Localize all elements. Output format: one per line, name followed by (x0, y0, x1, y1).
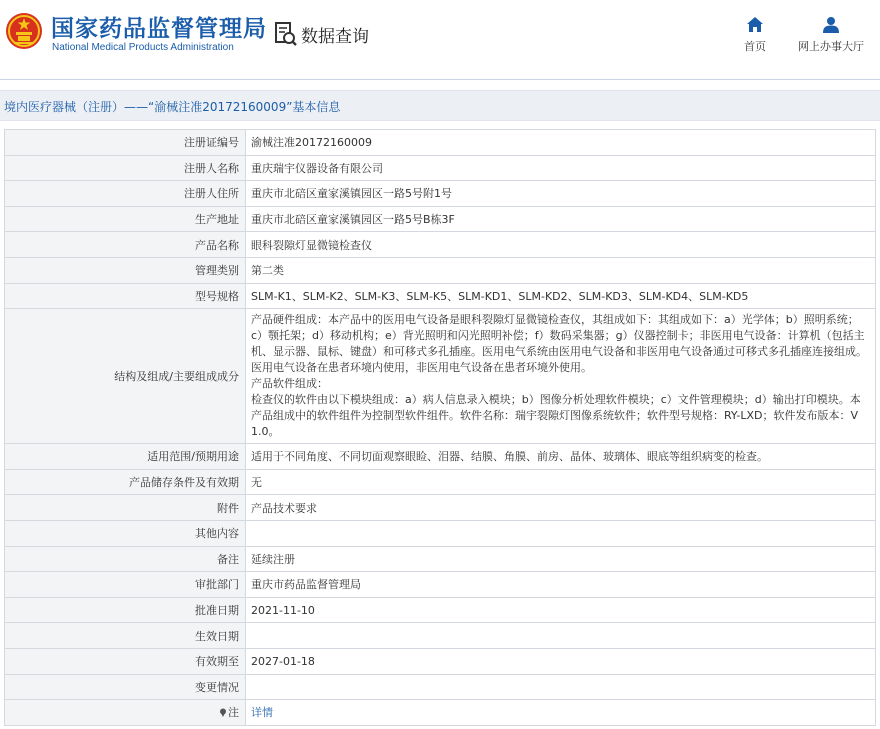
table-row (5, 283, 876, 309)
table-row (5, 155, 876, 181)
field-value: 无 (246, 469, 876, 495)
field-value: 渝械注准20172160009 (246, 130, 876, 156)
table-row (5, 597, 876, 623)
field-value: 重庆市北碚区童家溪镇园区一路5号B栋3F (246, 206, 876, 232)
table-row (5, 648, 876, 674)
field-label: 型号规格 (5, 283, 246, 309)
field-label: 注册人住所 (5, 181, 246, 207)
field-value (246, 674, 876, 700)
field-label: 审批部门 (5, 572, 246, 598)
breadcrumb (0, 90, 880, 121)
field-label-text: 注 (228, 706, 239, 720)
field-value (246, 309, 876, 444)
field-label: 备注 (5, 546, 246, 572)
field-value (246, 700, 876, 726)
table-row (5, 257, 876, 283)
field-value: SLM-K1、SLM-K2、SLM-K3、SLM-K5、SLM-KD1、SLM-KD2、SLM-KD3、SLM-KD4、SLM-KD5 (246, 283, 876, 309)
table-row (5, 546, 876, 572)
field-label: 产品储存条件及有效期 (5, 469, 246, 495)
nav-home-label: 首页 (744, 40, 766, 53)
nav-home[interactable] (740, 16, 770, 54)
site-header (0, 0, 880, 80)
field-label: 管理类别 (5, 257, 246, 283)
table-row (5, 469, 876, 495)
field-value (246, 520, 876, 546)
document-search-icon (274, 21, 298, 47)
field-label: 产品名称 (5, 232, 246, 258)
pin-icon (219, 708, 227, 717)
field-label: 变更情况 (5, 674, 246, 700)
nav-online-service-hall[interactable] (793, 16, 869, 54)
field-label: 注册证编号 (5, 130, 246, 156)
table-row (5, 232, 876, 258)
field-label: 注册人名称 (5, 155, 246, 181)
registration-info-table (4, 129, 876, 726)
home-icon (746, 16, 764, 34)
field-value: 重庆市药品监督管理局 (246, 572, 876, 598)
field-value: 眼科裂隙灯显微镜检查仪 (246, 232, 876, 258)
field-label: 批准日期 (5, 597, 246, 623)
table-row (5, 495, 876, 521)
table-row (5, 572, 876, 598)
site-subtitle: National Medical Products Administration (52, 42, 234, 53)
field-value: 第二类 (246, 257, 876, 283)
composition-paragraph: 检查仪的软件由以下模块组成：a）病人信息录入模块；b）图像分析处理软件模块；c）文件管理模块；d）输出打印模块。本产品组成中的软件组件为控制型软件组件。软件名称：瑞宇裂隙灯图像系统软件；软件型号规格：RY-LXD；软件发布版本：V 1.0。 (251, 393, 861, 439)
table-row (5, 130, 876, 156)
table-row (5, 520, 876, 546)
nav-online-service-hall-label: 网上办事大厅 (798, 40, 864, 53)
data-query-link[interactable] (274, 20, 369, 48)
field-label: 生产地址 (5, 206, 246, 232)
field-value: 产品技术要求 (246, 495, 876, 521)
composition-paragraph: 产品硬件组成：本产品中的医用电气设备是眼科裂隙灯显微镜检查仪，其组成如下：其组成如下：a）光学体；b）照明系统；c）颚托架；d）移动机构；e）背光照明和闪光照明补偿；f）数码采集器；g）仪器控制卡；非医用电气设备：计算机（包括主机、显示器、鼠标、键盘）和可移式多孔插座。医用电气系统由医用电气设备和非医用电气设备通过可移式多孔插座连接组成。医用电气设备在患者环境内使用，非医用电气设备在患者环境外使用。 (251, 313, 867, 375)
breadcrumb-text: 境内医疗器械（注册）——“渝械注准20172160009”基本信息 (4, 100, 341, 114)
table-row (5, 206, 876, 232)
field-value: 2027-01-18 (246, 648, 876, 674)
table-row (5, 623, 876, 649)
field-value: 2021-11-10 (246, 597, 876, 623)
table-row (5, 674, 876, 700)
field-label (5, 700, 246, 726)
field-label: 结构及组成/主要组成成分 (5, 309, 246, 444)
national-emblem-icon (5, 11, 43, 51)
field-label: 其他内容 (5, 520, 246, 546)
data-query-label: 数据查询 (301, 26, 369, 47)
composition-paragraph: 产品软件组成： (251, 377, 328, 391)
field-label: 生效日期 (5, 623, 246, 649)
field-value: 适用于不同角度、不同切面观察眼睑、泪器、结膜、角膜、前房、晶体、玻璃体、眼底等组织病变的检查。 (246, 444, 876, 470)
field-value: 延续注册 (246, 546, 876, 572)
field-label: 适用范围/预期用途 (5, 444, 246, 470)
field-value (246, 623, 876, 649)
site-title: 国家药品监督管理局 (51, 16, 267, 42)
table-row (5, 444, 876, 470)
table-row (5, 700, 876, 726)
table-row (5, 181, 876, 207)
field-value: 重庆市北碚区童家溪镇园区一路5号附1号 (246, 181, 876, 207)
header-divider (0, 79, 880, 80)
table-row (5, 309, 876, 444)
field-label: 有效期至 (5, 648, 246, 674)
details-link[interactable]: 详情 (251, 706, 273, 720)
user-icon (822, 16, 840, 34)
field-value: 重庆瑞宇仪器设备有限公司 (246, 155, 876, 181)
field-label: 附件 (5, 495, 246, 521)
